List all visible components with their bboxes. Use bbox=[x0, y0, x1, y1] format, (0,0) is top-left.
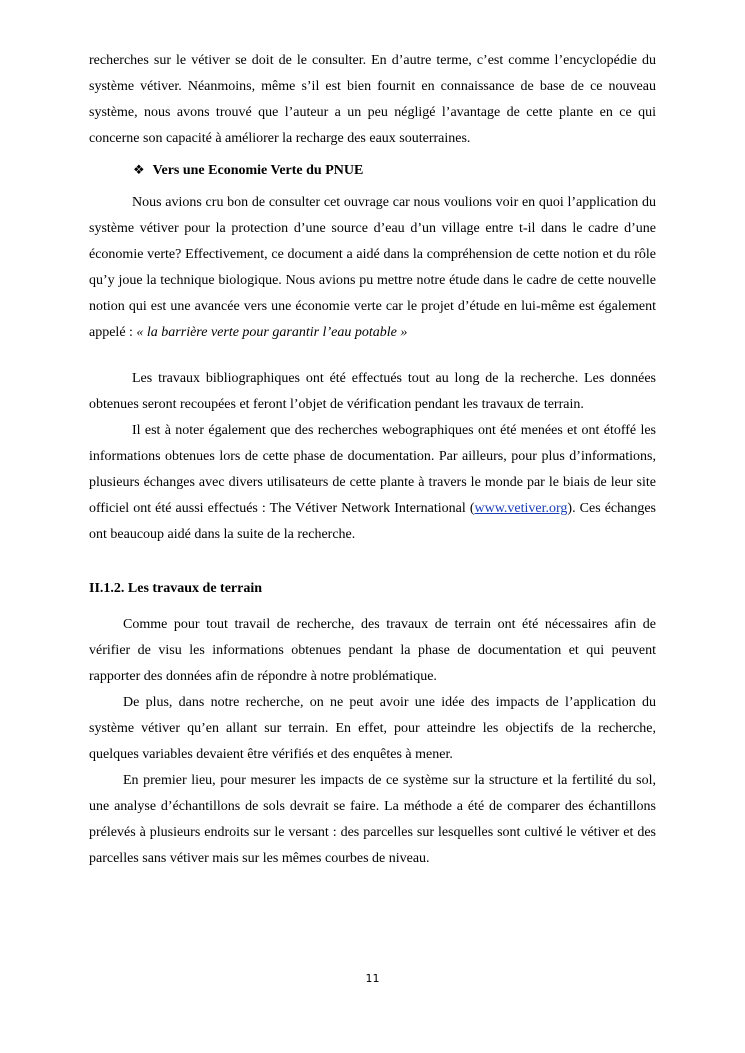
page-body bbox=[89, 48, 656, 872]
diamond-bullet-icon: ❖ bbox=[133, 163, 145, 178]
paragraph-3: Les travaux bibliographiques ont été effectués tout au long de la recherche. Les données obtenues seront recoupées et feront l’objet de vérification pendant les travaux de terrain. bbox=[89, 371, 656, 412]
paragraph-4 bbox=[89, 418, 656, 548]
paragraph-4-text: Il est à noter également que des recherches webographiques ont été menées et ont étoffé les informations obtenues lors de cette phase de documentation. Par ailleurs, pour plus d’informations, plusieurs échanges avec divers utilisateurs de cette plante à travers le monde par le biais de leur site officiel ont été aussi effectués : The Vétiver Network International ( bbox=[89, 423, 656, 516]
paragraph-1: recherches sur le vétiver se doit de le consulter. En d’autre terme, c’est comme l’encyclopédie du système vétiver. Néanmoins, même s’il est bien fournit en connaissance de base de ce nouveau système, nous avons trouvé que l’auteur a un peu négligé l’avantage de cette plante en ce qui concerne son capacité à améliorer la recharge des eaux souterraines. bbox=[89, 53, 656, 146]
paragraph-6: De plus, dans notre recherche, on ne peut avoir une idée des impacts de l’application du système vétiver qu’en allant sur terrain. En effet, pour atteindre les objectifs de la recherche, quelques variables devaient être vérifiés et des enquêtes à mener. bbox=[89, 695, 656, 762]
paragraph-7: En premier lieu, pour mesurer les impacts de ce système sur la structure et la fertilité du sol, une analyse d’échantillons de sols devrait se faire. La méthode a été de comparer des échantillons prélevés à plusieurs endroits sur le versant : des parcelles sur lesquelles sont cultivé le vétiver et des parcelles sans vétiver mais sur les mêmes courbes de niveau. bbox=[89, 773, 656, 866]
paragraph-4-end: ). Ces échanges ont beaucoup aidé dans la suite de la recherche. bbox=[89, 501, 656, 542]
page-number: 11 bbox=[365, 972, 380, 985]
section-heading: II.1.2. Les travaux de terrain bbox=[89, 581, 263, 596]
paragraph-2 bbox=[89, 190, 656, 346]
spacer bbox=[89, 548, 656, 576]
paragraph-5: Comme pour tout travail de recherche, des travaux de terrain ont été nécessaires afin de vérifier de visu les informations obtenues pendant la phase de documentation et qui peuvent rapporter des données afin de répondre à notre problématique. bbox=[89, 617, 656, 684]
bullet-heading-text: Vers une Economie Verte du PNUE bbox=[152, 163, 364, 178]
bullet-heading bbox=[133, 158, 656, 184]
paragraph-2-quote: « la barrière verte pour garantir l’eau potable » bbox=[136, 325, 408, 340]
vetiver-link[interactable]: www.vetiver.org bbox=[474, 501, 568, 516]
paragraph-2-text: Nous avions cru bon de consulter cet ouvrage car nous voulions voir en quoi l’application du système vétiver pour la protection d’une source d’eau d’un village entre t-il dans le cadre d’une économie verte? Effectivement, ce document a aidé dans la compréhension de cette notion et du rôle qu’y joue la technique biologique. Nous avions pu mettre notre étude dans le cadre de cette nouvelle notion qui est une avancée vers une économie verte car le projet d’étude en lui-même est également appelé : bbox=[89, 195, 656, 340]
spacer bbox=[89, 346, 656, 366]
